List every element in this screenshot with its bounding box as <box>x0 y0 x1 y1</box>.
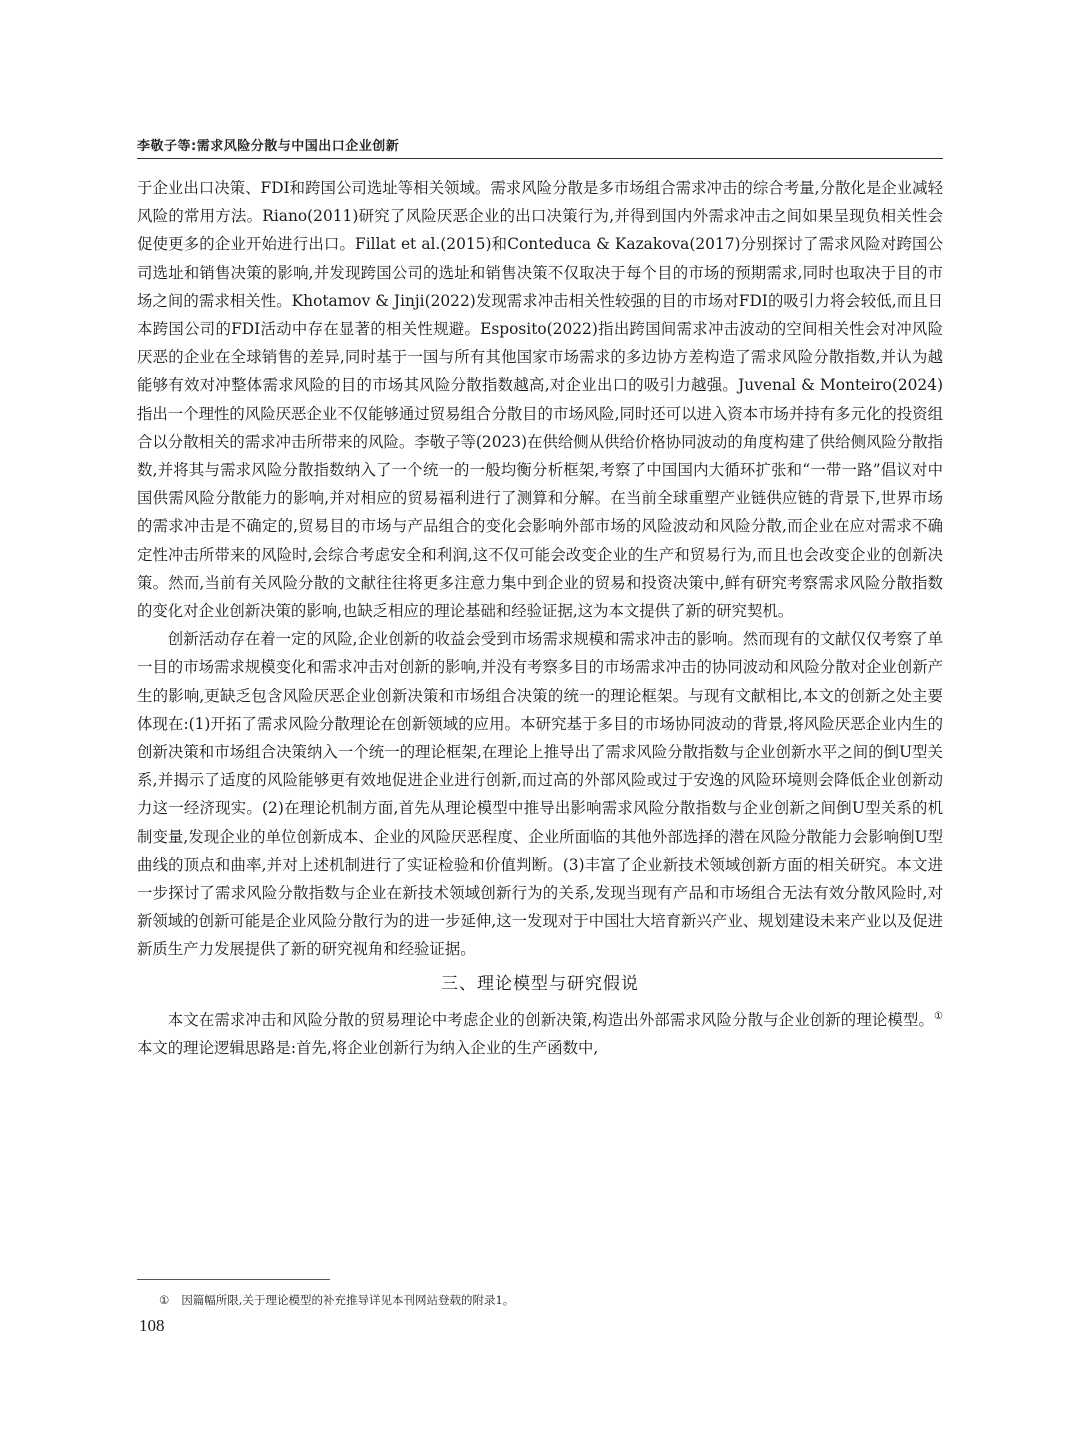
header-divider <box>137 158 943 159</box>
footnote <box>159 1292 514 1308</box>
footnote-mark: ① <box>159 1293 170 1307</box>
paragraph-model-intro-part2: 本文的理论逻辑思路是:首先,将企业创新行为纳入企业的生产函数中, <box>137 1038 599 1057</box>
article-body <box>137 174 943 1062</box>
section-heading: 三、理论模型与研究假说 <box>441 973 639 994</box>
page-number: 108 <box>139 1316 165 1335</box>
paragraph-model-intro-part1: 本文在需求冲击和风险分散的贸易理论中考虑企业的创新决策,构造出外部需求风险分散与企业创新的理论模型。 <box>167 1010 935 1029</box>
footnote-text: 因篇幅所限,关于理论模型的补充推导详见本刊网站登载的附录1。 <box>181 1293 515 1307</box>
paragraph-model-intro <box>137 1006 943 1062</box>
paragraph-contributions: 创新活动存在着一定的风险,企业创新的收益会受到市场需求规模和需求冲击的影响。然而现有的文献仅仅考察了单一目的市场需求规模变化和需求冲击对创新的影响,并没有考察多目的市场需求冲击的协同波动和风险分散对企业创新产生的影响,更缺乏包含风险厌恶企业创新决策和市场组合决策的统一的理论框架。与现有文献相比,本文的创新之处主要体现在:(1)开拓了需求风险分散理论在创新领域的应用。本研究基于多目的市场协同波动的背景,将风险厌恶企业内生的创新决策和市场组合决策纳入一个统一的理论框架,在理论上推导出了需求风险分散指数与企业创新水平之间的倒U型关系,并揭示了适度的风险能够更有效地促进企业进行创新,而过高的外部风险或过于安逸的风险环境则会降低企业创新动力这一经济现实。(2)在理论机制方面,首先从理论模型中推导出影响需求风险分散指数与企业创新之间倒U型关系的机制变量,发现企业的单位创新成本、企业的风险厌恶程度、企业所面临的其他外部选择的潜在风险分散能力会影响倒U型曲线的顶点和曲率,并对上述机制进行了实证检验和价值判断。(3)丰富了企业新技术领域创新方面的相关研究。本文进一步探讨了需求风险分散指数与企业在新技术领域创新行为的关系,发现当现有产品和市场组合无法有效分散风险时,对新领域的创新可能是企业风险分散行为的进一步延伸,这一发现对于中国壮大培育新兴产业、规划建设未来产业以及促进新质生产力发展提供了新的研究视角和经验证据。 <box>137 630 943 959</box>
footnote-reference[interactable]: ① <box>934 1010 943 1022</box>
paragraph-literature-review: 于企业出口决策、FDI和跨国公司选址等相关领域。需求风险分散是多市场组合需求冲击的综合考量,分散化是企业减轻风险的常用方法。Riano(2011)研究了风险厌恶企业的出口决策行为,并得到国内外需求冲击之间如果呈现负相关性会促使更多的企业开始进行出口。Fillat et al.(2015)和Conteduca & Kazakova(2017)分别探讨了需求风险对跨国公司选址和销售决策的影响,并发现跨国公司的选址和销售决策不仅取决于每个目的市场的预期需求,同时也取决于目的市场之间的需求相关性。Khotamov & Jinji(2022)发现需求冲击相关性较强的目的市场对FDI的吸引力将会较低,而且日本跨国公司的FDI活动中存在显著的相关性规避。Esposito(2022)指出跨国间需求冲击波动的空间相关性会对冲风险厌恶的企业在全球销售的差异,同时基于一国与所有其他国家市场需求的多边协方差构造了需求风险分散指数,并认为越能够有效对冲整体需求风险的目的市场其风险分散指数越高,对企业出口的吸引力越强。Juvenal & Monteiro(2024)指出一个理性的风险厌恶企业不仅能够通过贸易组合分散目的市场风险,同时还可以进入资本市场并持有多元化的投资组合以分散相关的需求冲击所带来的风险。李敬子等(2023)在供给侧从供给价格协同波动的角度构建了供给侧风险分散指数,并将其与需求风险分散指数纳入了一个统一的一般均衡分析框架,考察了中国国内大循环扩张和“一带一路”倡议对中国供需风险分散能力的影响,并对相应的贸易福利进行了测算和分解。在当前全球重塑产业链供应链的背景下,世界市场的需求冲击是不确定的,贸易目的市场与产品组合的变化会影响外部市场的风险波动和风险分散,而企业在应对需求不确定性冲击所带来的风险时,会综合考虑安全和利润,这不仅可能会改变企业的生产和贸易行为,而且也会改变企业的创新决策。然而,当前有关风险分散的文献往往将更多注意力集中到企业的贸易和投资决策中,鲜有研究考察需求风险分散指数的变化对企业创新决策的影响,也缺乏相应的理论基础和经验证据,这为本文提供了新的研究契机。 <box>137 179 943 621</box>
running-header: 李敬子等:需求风险分散与中国出口企业创新 <box>137 139 400 154</box>
footnote-divider <box>137 1279 330 1280</box>
